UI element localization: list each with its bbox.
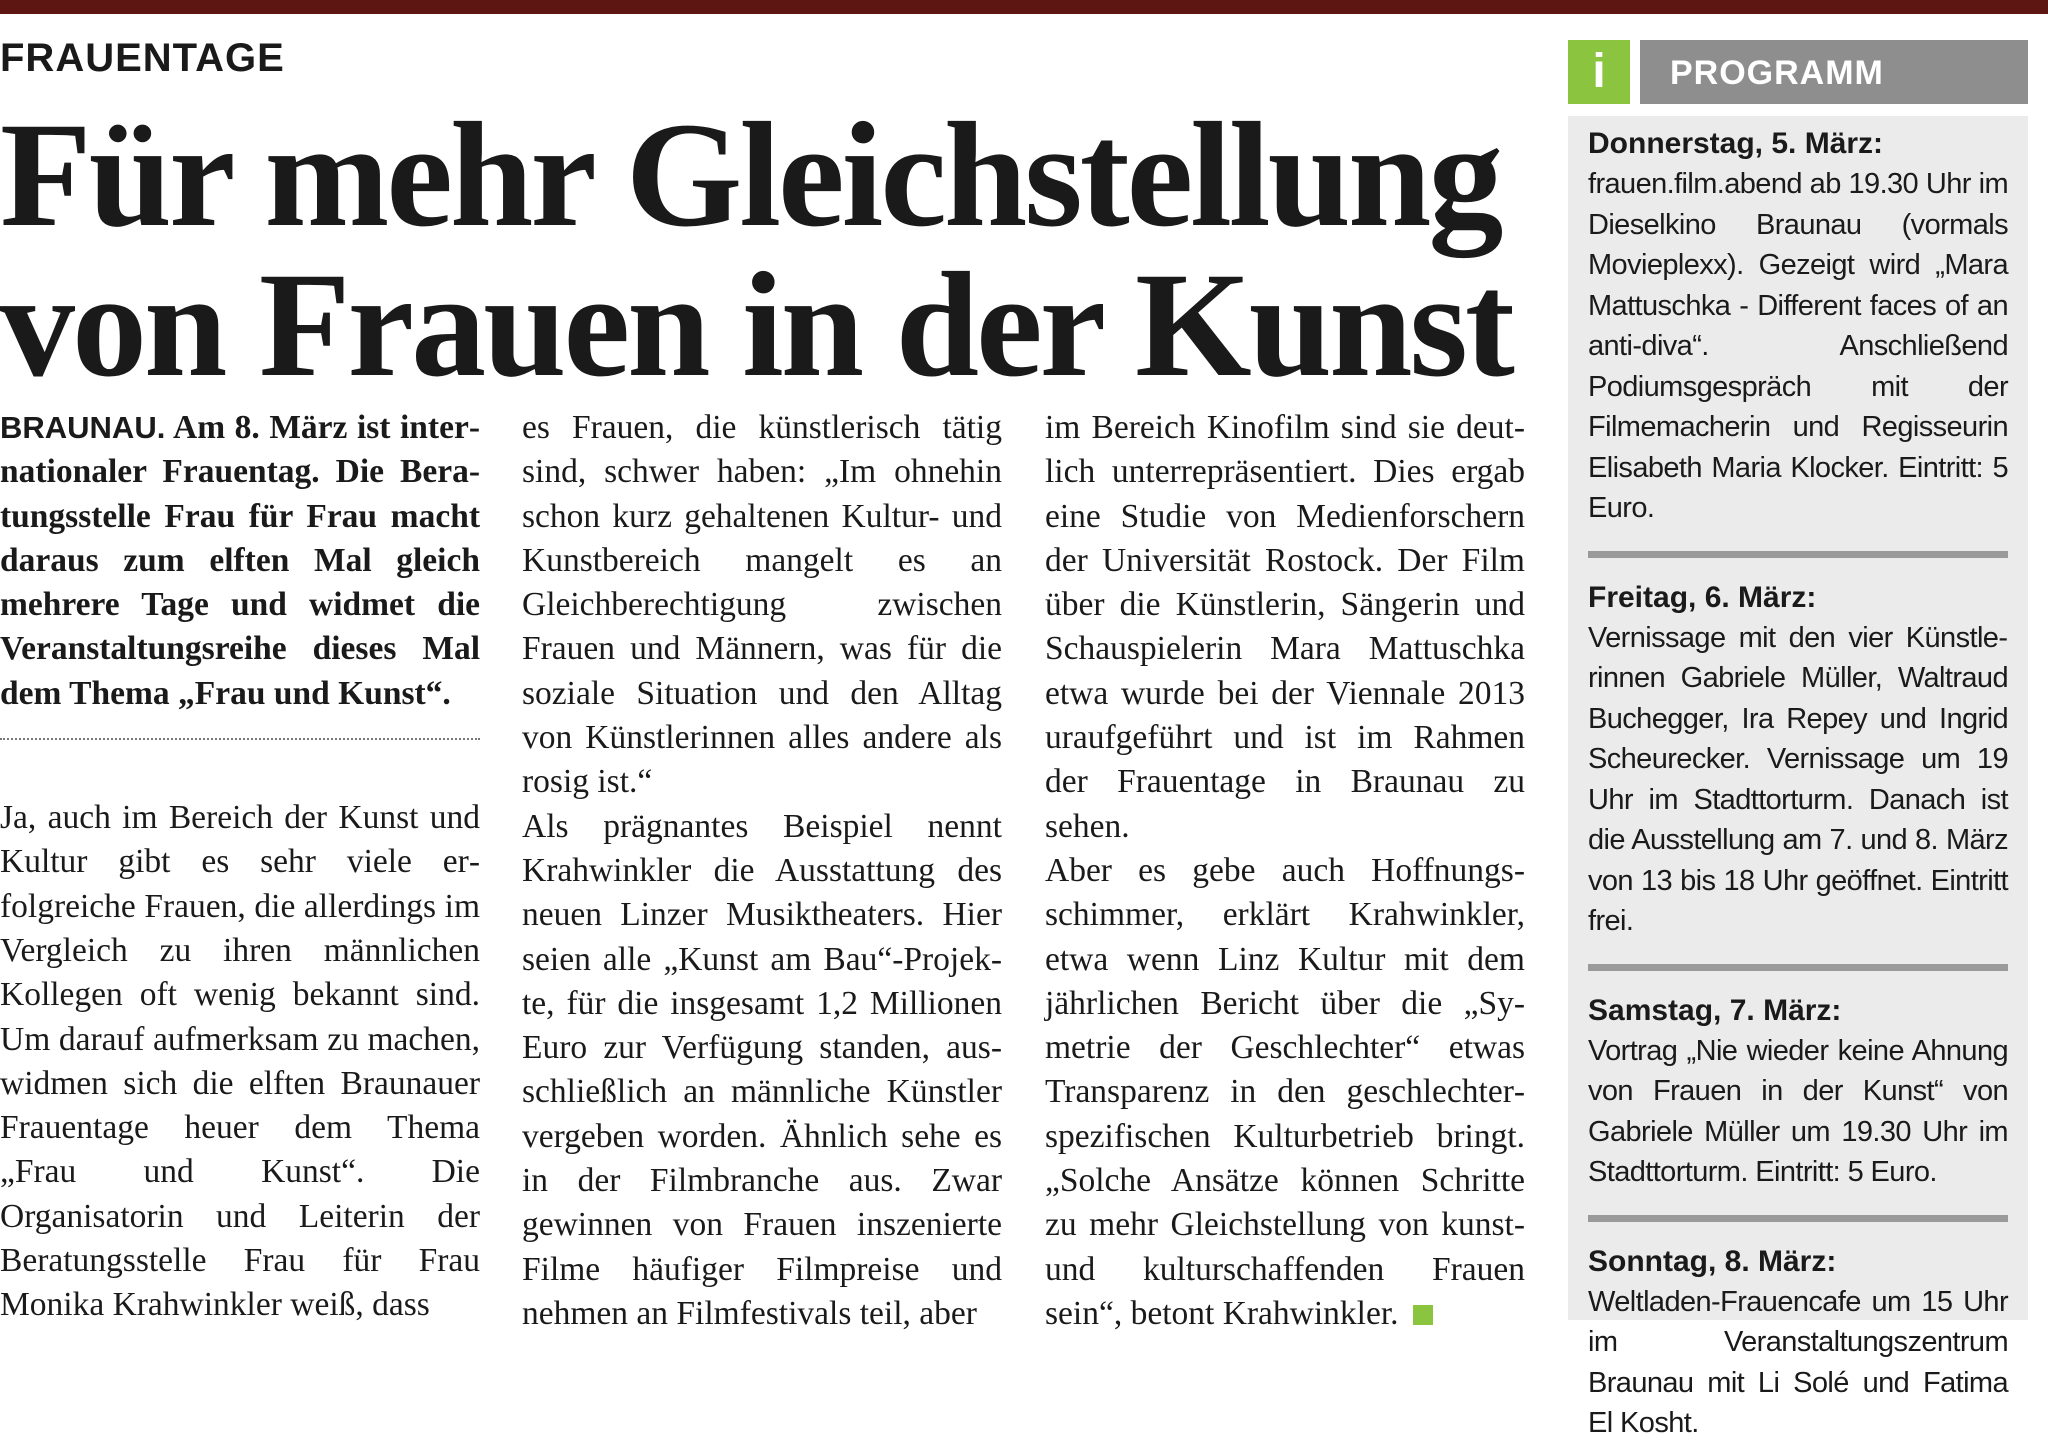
body-paragraph: Ja, auch im Bereich der Kunst und Kultur gibt es sehr viele erfolgreiche Frauen, die allerdings im Vergleich zu ihren männlichen Kollegen oft wenig bekannt sind. Um darauf aufmerksam zu machen, widmen sich die elften Braunauer Frauentage heuer dem Thema „Frau und Kunst“. Die Organisatorin und Leiterin der Beratungsstelle Frau für Frau Monika Krahwinkler weiß, dass: [0, 799, 480, 1324]
lead-text: Am 8. März ist internationaler Frauentag. Die Beratungsstelle Frau für Frau macht daraus zum elften Mal gleich mehrere Tage und widmet die Veranstaltungsreihe dieses Mal dem Thema „Frau und Kunst“.: [0, 409, 480, 712]
dotted-divider: [0, 738, 480, 740]
event-description: Weltladen-Frauencafe um 15 Uhr im Veranstaltungszentrum Braunau mit Li Solé und Fatima El Kosht.: [1588, 1285, 2008, 1439]
event-day: Freitag, 6. März:: [1588, 580, 1817, 614]
event-item: [1588, 1242, 2008, 1444]
program-heading: PROGRAMM: [1640, 40, 2028, 104]
event-description: Vortrag „Nie wieder keine Ahnung von Frauen in der Kunst“ von Gabriele Müller um 19.30 Uhr im Stadttorturm. Eintritt: 5 Euro.: [1588, 1034, 2008, 1188]
dateline: BRAUNAU.: [0, 410, 166, 445]
body-paragraph: im Bereich Kinofilm sind sie deutlich unterrepräsentiert. Dies ergab eine Studie von Medienforschern der Universität Rostock. Der Film über die Künstlerin, Sängerin und Schauspielerin Mara Mattuschka etwa wurde bei der Viennale 2013 uraufgeführt und ist im Rahmen der Frauentage in Braunau zu sehen.: [1045, 409, 1525, 845]
event-description: frauen.film.abend ab 19.30 Uhr im Dieselkino Braunau (vormals Movieplexx). Gezeigt wird „Mara Mattuschka - Different faces of an anti-diva“. Anschließend Podiumsgespräch mit der Filmemacherin und Regisseurin Elisabeth Maria Klocker. Eintritt: 5 Euro.: [1588, 168, 2008, 524]
closing-text: Aber es gebe auch Hoffnungsschimmer, erklärt Krahwinkler, etwa wenn Linz Kultur mit dem jährlichen Bericht über die „Symetrie der Geschlechter“ etwas Transparenz in den geschlechterspezifischen Kulturbetrieb bringt. „Solche Ansätze können Schritte zu mehr Gleichstellung von kunst- und kulturschaffenden Frauen sein“, betont Krahwinkler.: [1045, 851, 1525, 1332]
event-day: Samstag, 7. März:: [1588, 993, 1842, 1027]
event-day: Donnerstag, 5. März:: [1588, 127, 1884, 160]
headline-line-2: von Frauen in der Kunst: [0, 242, 1512, 408]
event-divider: [1588, 964, 2008, 971]
info-icon: i: [1568, 40, 1630, 104]
program-box: [1568, 116, 2028, 1439]
article-column-2: [522, 406, 1002, 1336]
lead-paragraph: [0, 406, 480, 716]
article-column-3: [1045, 406, 1525, 1336]
end-mark-icon: [1413, 1305, 1433, 1325]
event-day: Sonntag, 8. März:: [1588, 1244, 1837, 1278]
headline: [0, 92, 1512, 408]
program-sidebar: [1568, 40, 2028, 1439]
event-item: [1588, 991, 2008, 1193]
event-item: [1588, 578, 2008, 942]
headline-line-1: Für mehr Gleichstellung: [0, 92, 1501, 258]
top-rule: [0, 0, 2048, 14]
section-kicker: FRAUENTAGE: [0, 36, 285, 80]
body-paragraph: [1045, 849, 1525, 1336]
event-item: [1588, 124, 2008, 529]
body-paragraph: Als prägnantes Beispiel nennt Krahwinkler die Ausstattung des neuen Linzer Musiktheaters. Hier seien alle „Kunst am Bau“-Projekte, für die insgesamt 1,2 Millionen Euro zur Verfügung standen, ausschließlich an männliche Künstler vergeben worden. Ähnlich sehe es in der Filmbranche aus. Zwar gewinnen von Frauen inszenierte Filme häufiger Filmpreise und nehmen an Filmfestivals teil, aber: [522, 807, 1002, 1332]
article-column-1: [0, 406, 480, 1328]
event-divider: [1588, 551, 2008, 558]
event-description: Vernissage mit den vier Künstlerinnen Gabriele Müller, Waltraud Buchegger, Ira Repey und Ingrid Scheurecker. Vernissage um 19 Uhr im Stadttorturm. Danach ist die Ausstellung am 7. und 8. März von 13 bis 18 Uhr geöffnet. Eintritt frei.: [1588, 621, 2008, 937]
body-paragraph: es Frauen, die künstlerisch tätig sind, schwer haben: „Im ohnehin schon kurz gehaltenen Kultur- und Kunstbereich mangelt es an Gleichberechtigung zwischen Frauen und Männern, was für die soziale Situation und den Alltag von Künstlerinnen alles andere als rosig ist.“: [522, 409, 1002, 801]
event-divider: [1588, 1215, 2008, 1222]
